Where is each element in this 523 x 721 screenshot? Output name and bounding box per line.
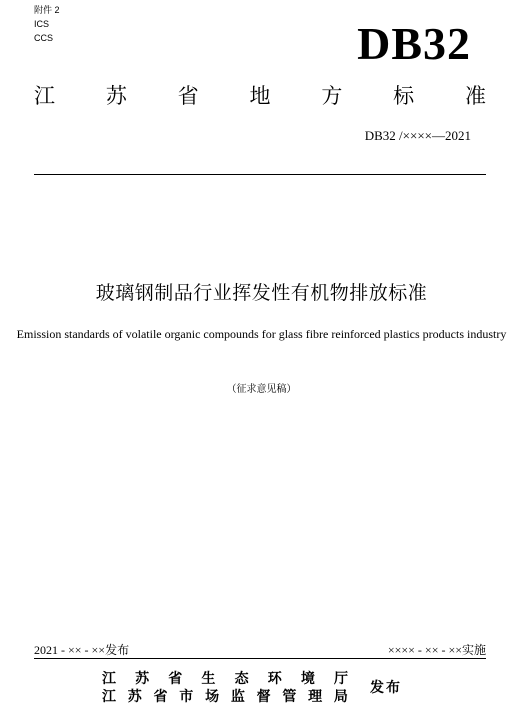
title-english: Emission standards of volatile organic compounds for glass fibre reinforced plastics products industry	[16, 327, 507, 341]
distributed-char: 准	[464, 84, 486, 108]
attachment-label: 附件 2	[34, 5, 60, 15]
distributed-char: 督	[256, 689, 271, 705]
distributed-char: 地	[249, 84, 271, 108]
title-chinese: 玻璃钢制品行业挥发性有机物排放标准	[95, 282, 428, 304]
distributed-char: 管	[282, 689, 297, 705]
distributed-char: 场	[205, 689, 220, 705]
distributed-char: 苏	[127, 689, 142, 705]
issuer-market-regulation	[102, 688, 348, 706]
distributed-char: 标	[393, 84, 415, 108]
standard-code-mark: DB32	[357, 18, 471, 69]
distributed-char: 境	[300, 671, 315, 687]
distributed-char: 江	[102, 671, 116, 687]
draft-label: （征求意见稿）	[226, 384, 297, 395]
distributed-char: 环	[267, 671, 282, 687]
issuer-ecology-environment	[102, 670, 348, 688]
distributed-char: 态	[234, 671, 249, 687]
distributed-char: 局	[333, 689, 348, 705]
distributed-char: 江	[102, 689, 116, 705]
distributed-char: 理	[308, 689, 323, 705]
distributed-char: 方	[321, 84, 343, 108]
distributed-char: 市	[179, 689, 194, 705]
implementation-date: ×××× - ×× - ××实施	[387, 643, 486, 657]
distributed-char: 生	[201, 671, 216, 687]
distributed-char: 苏	[105, 84, 127, 108]
distributed-char: 苏	[135, 671, 150, 687]
distributed-char: 省	[177, 84, 199, 108]
distributed-char: 厅	[333, 671, 348, 687]
ccs-label: CCS	[34, 33, 54, 43]
publish-word: 发布	[370, 680, 402, 696]
release-date: 2021 - ×× - ××发布	[34, 643, 130, 657]
ics-label: ICS	[34, 19, 50, 29]
distributed-char: 监	[230, 689, 245, 705]
standard-type-heading	[34, 82, 486, 110]
distributed-char: 省	[168, 671, 183, 687]
footer-divider	[34, 658, 486, 659]
distributed-char: 江	[34, 84, 55, 108]
standard-number: DB32 /××××—2021	[364, 128, 471, 143]
distributed-char: 省	[153, 689, 168, 705]
header-divider	[34, 174, 486, 175]
